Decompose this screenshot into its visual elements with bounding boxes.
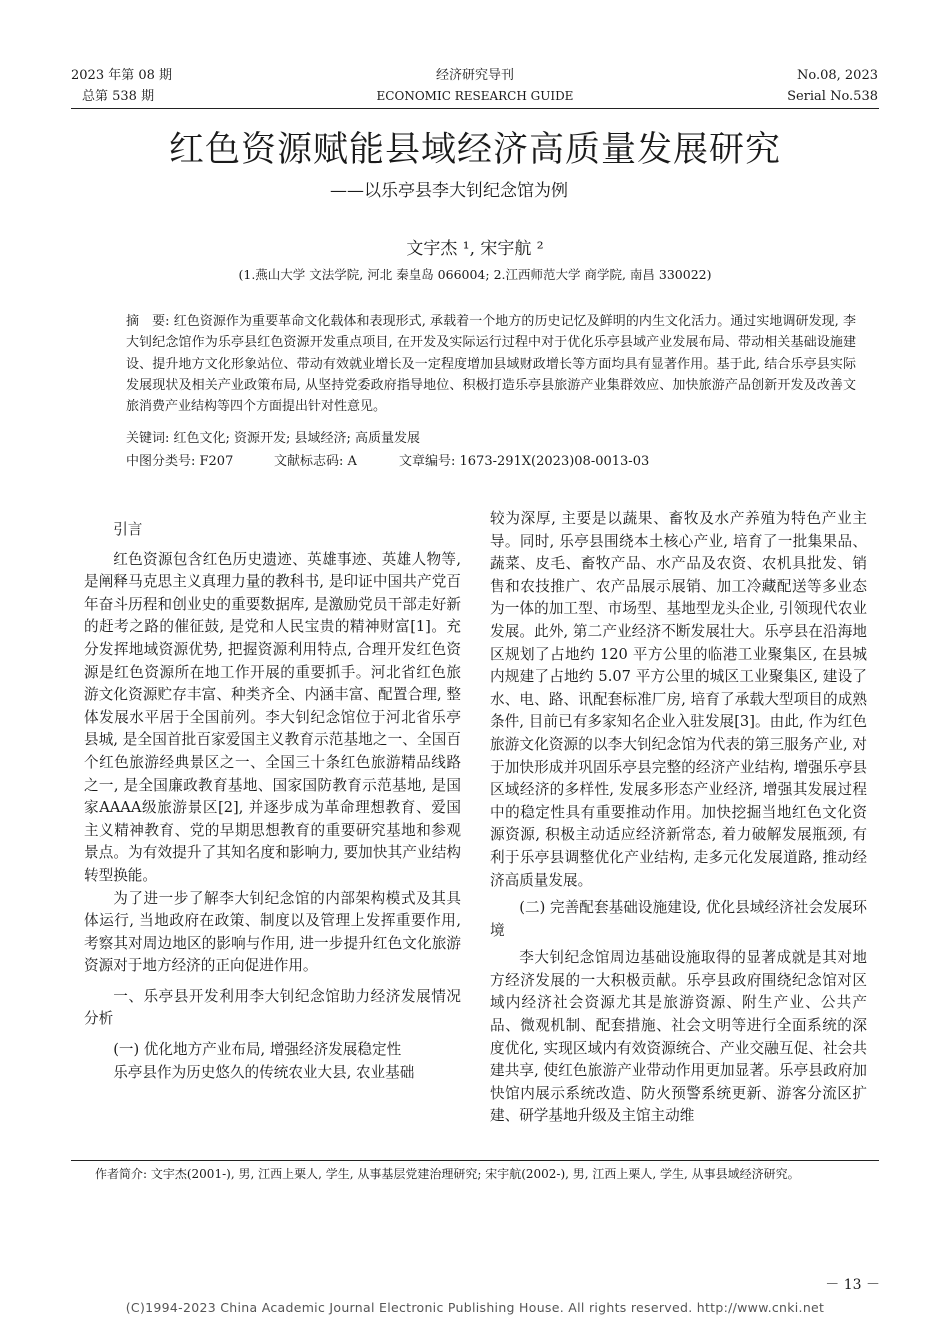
intro-heading: 引言 (113, 521, 143, 538)
body-column-right (490, 508, 867, 1128)
abstract-text: 摘 要: 红色资源作为重要革命文化载体和表现形式, 承载着一个地方的历史记忆及鲜明的内生文化活力。通过实地调研发现, 李大钊纪念馆作为乐亭县红色资源开发重点项目, 在开发及实际运行过程中对于优化乐亭县域产业发展布局、带动相关基础设施建设、提升地方文化形象站位、带动有效就业增长及一定程度增加县域财政增长等方面均具有显著作用。基于此, 结合乐亭县实际发展现状及相关产业政策布局, 从坚持党委政府指导地位、积极打造乐亭县旅游产业集群效应、加快旅游产品创新开发及改善文旅消费产业结构等四个方面提出针对性意见。 (126, 314, 856, 415)
author-list: 文宇杰 ¹, 宋宇航 ² (406, 239, 544, 259)
footnote-rule (71, 1160, 879, 1161)
issue-serial-en: Serial No.538 (787, 89, 878, 104)
body-column-left (84, 519, 461, 1084)
abstract (126, 311, 856, 417)
clc-number: 中图分类号: F207 (126, 454, 234, 469)
journal-name-en: ECONOMIC RESEARCH GUIDE (376, 89, 574, 103)
author-affiliations: (1.燕山大学 文法学院, 河北 秦皇岛 066004; 2.江西师范大学 商学院, 南昌 330022) (238, 267, 712, 282)
journal-name-cn: 经济研究导刊 (435, 68, 514, 83)
paragraph: 为了进一步了解李大钊纪念馆的内部架构模式及其具体运行, 当地政府在政策、制度以及管理上发挥重要作用, 考察其对周边地区的影响与作用, 进一步提升红色文化旅游资源对于地方经济的正向促进作用。 (84, 889, 461, 975)
paragraph: 较为深厚, 主要是以蔬果、畜牧及水产养殖为特色产业主导。同时, 乐亭县围绕本土核心产业, 培育了一批集果品、蔬菜、皮毛、畜牧产品、水产品及农资、农机具批发、销售和农技推广、农产品展示展销、加工冷藏配送等多业态为一体的加工型、市场型、基地型龙头企业, 引领现代农业发展。此外, 第二产业经济不断发展壮大。乐亭县在沿海地区规划了占地约 120 平方公里的临港工业聚集区, 在县城内规建了占地约 5.07 平方公里的城区工业聚集区, 建设了水、电、路、讯配套标准厂房, 培育了承载大型项目的成熟条件, 目前已有多家知名企业入驻发展[3]。由此, 作为红色旅游文化资源的以李大钊纪念馆为代表的第三服务产业, 对于加快形成并巩固乐亭县完整的经济产业结构, 增强乐亭县区域经济的多样性, 发展多形态产业经济, 增强其发展过程中的稳定性具有重要推动作用。加快挖掘当地红色文化资源资源, 积极主动适应经济新常态, 着力破解发展瓶颈, 有利于乐亭县调整优化产业结构, 走多元化发展道路, 推动经济高质量发展。 (490, 510, 867, 889)
document-code: 文献标志码: A (274, 454, 357, 469)
issue-year-number: 2023 年第 08 期 (71, 68, 173, 83)
keywords: 关键词: 红色文化; 资源开发; 县域经济; 高质量发展 (126, 431, 421, 446)
issue-serial-cn: 总第 538 期 (82, 89, 155, 104)
paragraph: 红色资源包含红色历史遗迹、英雄事迹、英雄人物等, 是阐释马克思主义真理力量的教科书, 是印证中国共产党百年奋斗历程和创业史的重要数据库, 是激励党员干部走好新的赶考之路的催征鼓, 是党和人民宝贵的精神财富[1]。充分发挥地域资源优势, 把握资源利用特点, 合理开发红色资源是红色资源所在地工作开展的重要抓手。河北省红色旅游文化资源贮存丰富、种类齐全、内涵丰富、配置合理, 整体发展水平居于全国前列。李大钊纪念馆位于河北省乐亭县城, 是全国首批百家爱国主义教育示范基地之一、全国百个红色旅游经典景区之一、全国三十条红色旅游精品线路之一, 是全国廉政教育基地、国家国防教育示范基地, 是国家AAAA级旅游景区[2], 并逐步成为革命理想教育、爱国主义精神教育、党的早期思想教育的重要研究基地和参观景点。为有效提升了其知名度和影响力, 要加快其产业结构转型换能。 (84, 550, 461, 884)
paragraph: 李大钊纪念馆周边基础设施取得的显著成就是其对地方经济发展的一大积极贡献。乐亭县政府围绕纪念馆对区域内经济社会资源尤其是旅游资源、附生产业、公共产品、微观机制、配套措施、社会文明等进行全面系统的深度优化, 实现区域内有效资源统合、产业交融互促、社会共建共享, 使红色旅游产业带动作用更加显著。乐亭县政府加快馆内展示系统改造、防火预警系统更新、游客分流区扩建、研学基地升级及主馆主动维 (490, 949, 867, 1125)
section-heading: 一、乐亭县开发利用李大钊纪念馆助力经济发展情况分析 (84, 987, 461, 1028)
header-rule (71, 108, 879, 109)
article-title: 红色资源赋能县域经济高质量发展研究 (168, 130, 781, 170)
subsection-heading: (二) 完善配套基础设施建设, 优化县域经济社会发展环境 (490, 899, 867, 939)
article-subtitle: ——以乐亭县李大钊纪念馆为例 (330, 181, 568, 201)
subsection-heading: (一) 优化地方产业布局, 增强经济发展稳定性 (113, 1041, 402, 1059)
issue-number-en: No.08, 2023 (797, 68, 878, 83)
page-number: － 13 － (825, 1277, 880, 1293)
article-number: 文章编号: 1673-291X(2023)08-0013-03 (399, 454, 650, 469)
author-bio-footnote: 作者简介: 文宇杰(2001-), 男, 江西上栗人, 学生, 从事基层党建治理研究; 宋宇航(2002-), 男, 江西上栗人, 学生, 从事县域经济研究。 (95, 1167, 800, 1181)
paragraph: 乐亭县作为历史悠久的传统农业大县, 农业基础 (113, 1063, 415, 1081)
copyright-notice: (C)1994-2023 China Academic Journal Electronic Publishing House. All rights reserved. http://www.cnki.net (125, 1300, 825, 1315)
